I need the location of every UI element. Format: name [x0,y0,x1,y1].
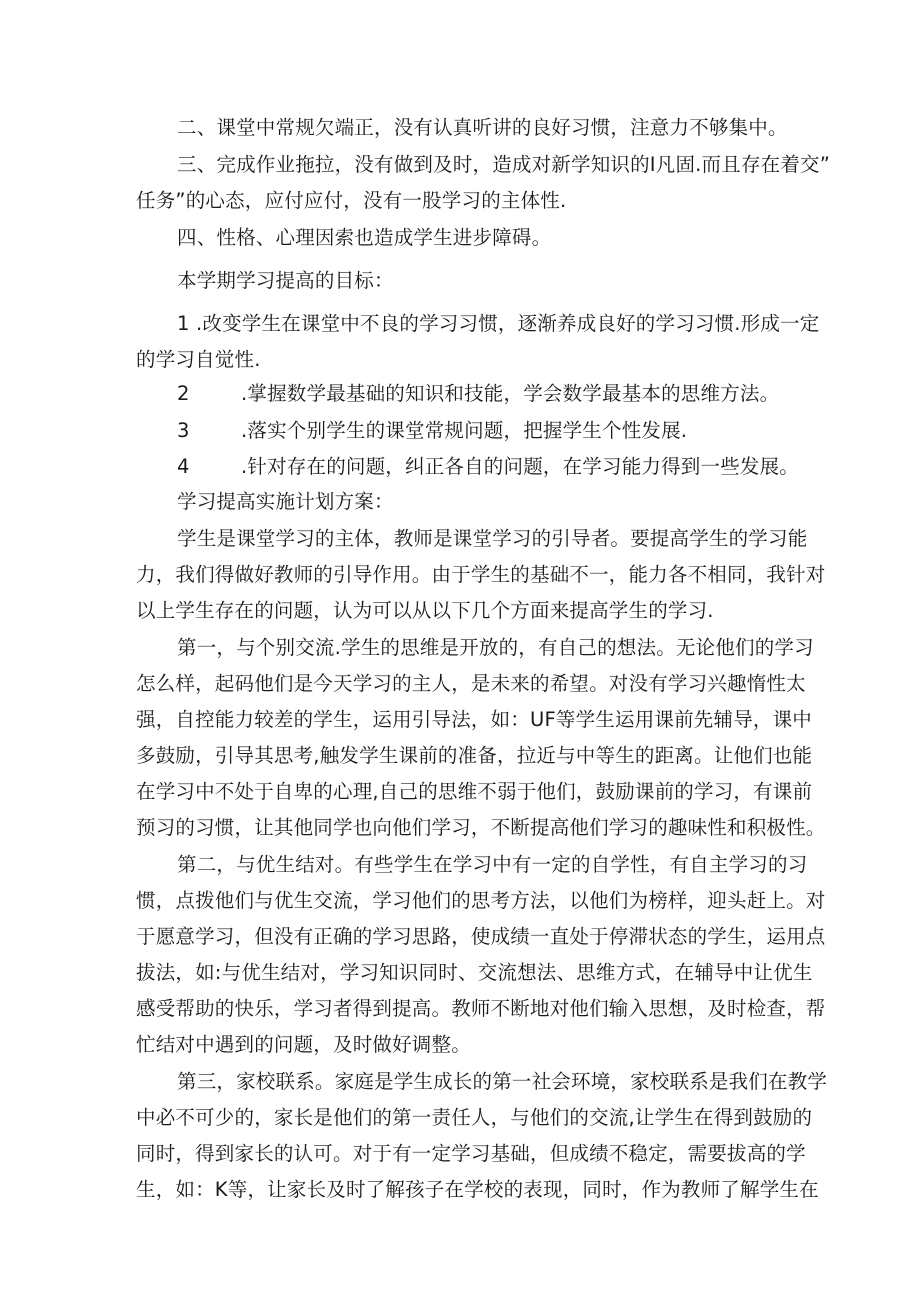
text-line: 任务”的心态，应付应付，没有一股学习的主体性. [136,189,567,212]
text-line: 感受帮助的快乐，学习者得到提高。教师不断地对他们输入思想，及时检查，帮 [136,997,826,1020]
text-line: 第三，家校联系。家庭是学生成长的第一社会环境，家校联系是我们在教学 [177,1070,828,1093]
text-line: 的学习自觉性. [136,348,261,371]
text-line: 惯，点拨他们与优生交流，学习他们的思考方法，以他们为榜样，迎头赶上。对 [136,889,826,912]
text-line: 忙结对中遇到的问题，及时做好调整。 [136,1033,471,1056]
text-line: 以上学生存在的问题，认为可以从以下几个方面来提高学生的学习. [136,599,714,622]
text-line: 预习的习惯，让其他同学也向他们学习，不断提高他们学习的趣味性和积极性。 [136,816,826,839]
list-item-1: 1 .改变学生在课堂中不良的学习习惯，逐渐养成良好的学习习惯.形成一定 [177,312,820,335]
text-line: 在学习中不处于自卑的心理,自己的思维不弱于他们，鼓励课前的学习，有课前 [136,780,813,803]
text-line: 三、完成作业拖拉，没有做到及时，造成对新学知识的I凡固.而且存在着交” [177,153,831,176]
text-line: 生，如：K等，让家长及时了解孩子在学校的表现，同时，作为教师了解学生在 [136,1178,819,1201]
text-line: 强，自控能力较差的学生，运用引导法，如：UF等学生运用课前先辅导，课中 [136,708,812,731]
list-item-3: .落实个别学生的课堂常规问题，把握学生个性发展. [241,419,688,442]
text-line: 二、课堂中常规欠端正，没有认真听讲的良好习惯，注意力不够集中。 [177,116,788,139]
text-line: 于愿意学习，但没有正确的学习思路，使成绩一直处于停滞状态的学生，运用点 [136,925,826,948]
text-line: 第一，与个别交流.学生的思维是开放的，有自己的想法。无论他们的学习 [177,636,814,659]
text-line: 本学期学习提高的目标： [177,269,394,292]
text-line: 学生是课堂学习的主体，教师是课堂学习的引导者。要提高学生的学习能 [177,527,808,550]
text-line: 四、性格、心理因索也造成学生进步障碍。 [177,226,552,249]
text-line: 同时，得到家长的认可。对于有一定学习基础，但成绩不稳定，需要拔高的学 [136,1142,806,1165]
list-item-4: .针对存在的问题，纠正各自的问题，在学习能力得到一些发展。 [241,455,799,478]
list-item-2: .掌握数学最基础的知识和技能，学会数学最基本的思维方法。 [241,382,780,405]
text-line: 多鼓励，引导其思考,触发学生课前的准备，拉近与中等生的距离。让他们也能 [136,744,813,767]
section-heading: 学习提高实施计划方案： [177,490,394,513]
text-line: 怎么样，起码他们是今天学习的主人，是未来的希望。对没有学习兴趣惰性太 [136,672,806,695]
list-number: 3 [177,419,190,442]
text-line: 第二，与优生结对。有些学生在学习中有一定的自学性，有自主学习的习 [177,853,808,876]
text-line: 中必不可少的，家长是他们的第一责任人，与他们的交流,让学生在得到鼓励的 [136,1106,813,1129]
list-number: 2 [177,382,190,405]
list-number: 4 [177,455,190,478]
text-line: 力，我们得做好教师的引导作用。由于学生的基础不一，能力各不相同，我针对 [136,563,826,586]
text-line: 拔法，如:与优生结对，学习知识同时、交流想法、思维方式，在辅导中让优生 [136,961,813,984]
